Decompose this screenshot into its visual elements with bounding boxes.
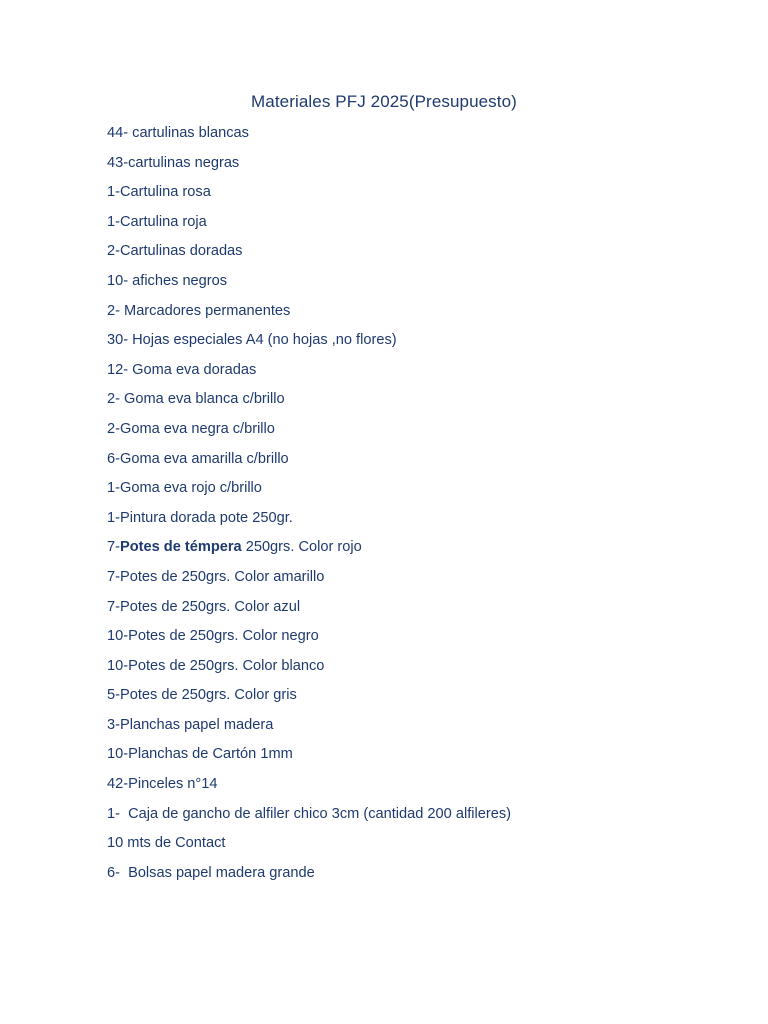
list-item: 6- Bolsas papel madera grande [107,864,315,881]
list-item [107,536,511,566]
list-item: 12- Goma eva doradas [107,361,257,378]
list-item: 42-Pinceles n°14 [107,776,218,793]
list-item-prefix: 7- [107,539,120,556]
list-item: 5-Potes de 250grs. Color gris [107,687,297,704]
list-item: 30- Hojas especiales A4 (no hojas ,no flores) [107,332,397,349]
list-item: 10- afiches negros [107,272,228,289]
list-item: 10-Potes de 250grs. Color blanco [107,657,325,674]
list-item: 2- Goma eva blanca c/brillo [107,391,285,408]
list-item: 2-Goma eva negra c/brillo [107,420,275,437]
list-item: 1-Pintura dorada pote 250gr. [107,509,293,526]
list-item: 43-cartulinas negras [107,154,240,171]
list-item: 2-Cartulinas doradas [107,243,243,260]
list-item: 44- cartulinas blancas [107,125,249,141]
document-title [0,91,768,113]
list-item: 2- Marcadores permanentes [107,302,291,319]
list-item: 7-Potes de 250grs. Color azul [107,598,301,615]
list-item: 7-Potes de 250grs. Color amarillo [107,568,325,585]
list-item: 10-Potes de 250grs. Color negro [107,628,319,645]
list-item: 1-Goma eva rojo c/brillo [107,480,262,497]
list-item: 1- Caja de gancho de alfiler chico 3cm (cantidad 200 alfileres) [107,805,511,822]
list-item: 6-Goma eva amarilla c/brillo [107,450,289,467]
document-title-text: Materiales PFJ 2025(Presupuesto) [251,92,517,111]
list-item-suffix: 250grs. Color rojo [241,539,362,556]
list-item: 10-Planchas de Cartón 1mm [107,746,293,763]
list-item-bold-text: Potes de témpera [119,539,242,556]
list-item: 3-Planchas papel madera [107,716,274,733]
list-item: 1-Cartulina roja [107,213,207,230]
materials-list [107,122,511,891]
list-item: 1-Cartulina rosa [107,184,211,201]
list-item: 10 mts de Contact [107,835,226,852]
